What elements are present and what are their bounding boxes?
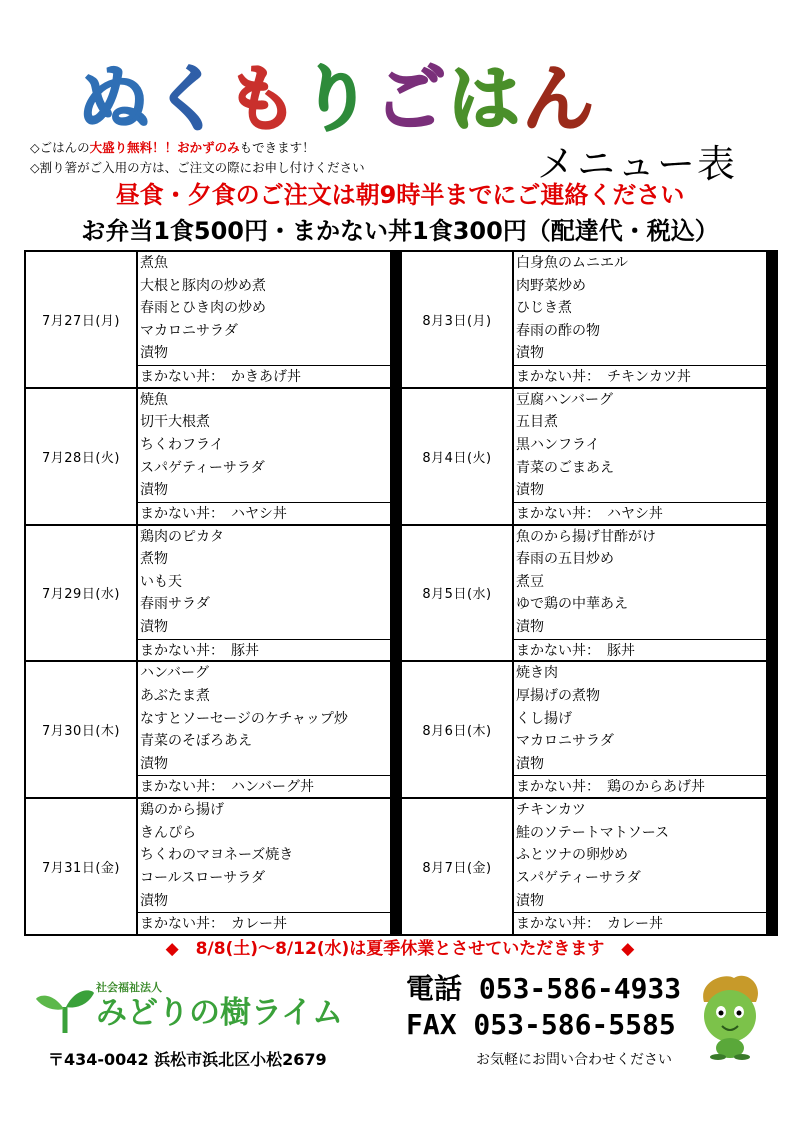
menu-item: 厚揚げの煮物 bbox=[516, 687, 600, 704]
menu-item: 漬物 bbox=[516, 755, 544, 772]
makanai-don: まかない丼： 豚丼 bbox=[138, 639, 390, 663]
menu-item: スパゲティーサラダ bbox=[516, 869, 641, 886]
menu-item: 切干大根煮 bbox=[140, 414, 210, 431]
page-subtitle: メニュー表 bbox=[537, 142, 738, 186]
menu-items bbox=[513, 798, 767, 935]
menu-date: 7月30日(木) bbox=[25, 661, 137, 798]
menu-item: なすとソーセージのケチャップ炒 bbox=[140, 710, 348, 727]
makanai-don: まかない丼： ハンバーグ丼 bbox=[138, 775, 390, 799]
note-text: ◇ごはんの bbox=[30, 140, 90, 155]
phone-number: 電話 053-586-4933 bbox=[406, 972, 682, 1005]
menu-item: スパゲティーサラダ bbox=[140, 459, 265, 476]
order-deadline: 昼食・夕食のご注文は朝9時半までにご連絡ください bbox=[115, 181, 685, 209]
title-char: ん bbox=[522, 57, 597, 141]
makanai-don: まかない丼： カレー丼 bbox=[138, 912, 390, 936]
makanai-don: まかない丼： カレー丼 bbox=[514, 912, 766, 936]
title-char: り bbox=[300, 57, 375, 141]
makanai-don: まかない丼： 鶏のからあげ丼 bbox=[514, 775, 766, 799]
menu-item: 青菜のごまあえ bbox=[516, 459, 614, 476]
menu-item: きんぴら bbox=[140, 824, 196, 841]
note-text: ◇割り箸がご入用の方は、ご注文の際にお申し付けください bbox=[30, 160, 365, 175]
closure-notice: ◆ 8/8(土)～8/12(水)は夏季休業とさせていただきます ◆ bbox=[165, 939, 635, 959]
menu-date: 8月4日(火) bbox=[401, 388, 513, 525]
menu-date: 7月29日(水) bbox=[25, 525, 137, 662]
page-title bbox=[78, 52, 596, 142]
menu-items bbox=[137, 388, 391, 525]
menu-item: ちくわフライ bbox=[140, 436, 224, 453]
menu-date: 7月31日(金) bbox=[25, 798, 137, 935]
menu-item: 黒ハンフライ bbox=[516, 436, 600, 453]
menu-item: いも天 bbox=[140, 573, 182, 590]
menu-item: ひじき煮 bbox=[516, 300, 572, 317]
title-char: も bbox=[226, 57, 301, 141]
menu-item: 白身魚のムニエル bbox=[516, 255, 628, 271]
contact-note: お気軽にお問い合わせください bbox=[476, 1052, 672, 1068]
menu-item: 煮魚 bbox=[140, 255, 168, 271]
menu-item: 鶏肉のピカタ bbox=[140, 528, 224, 545]
fax-number: FAX 053-586-5585 bbox=[406, 1008, 676, 1041]
menu-item: 漬物 bbox=[516, 482, 544, 499]
menu-item: 焼き肉 bbox=[516, 665, 558, 682]
leaf-mascot-icon bbox=[694, 972, 766, 1060]
makanai-don: まかない丼： 豚丼 bbox=[514, 639, 766, 663]
menu-item: コールスローサラダ bbox=[140, 869, 266, 886]
menu-items bbox=[513, 251, 767, 388]
makanai-don: まかない丼： ハヤシ丼 bbox=[514, 502, 766, 526]
menu-item: 焼魚 bbox=[140, 391, 168, 408]
title-char: く bbox=[152, 57, 227, 141]
org-type: 社会福祉法人 bbox=[96, 981, 162, 994]
menu-date: 7月27日(月) bbox=[25, 251, 137, 388]
org-name: みどりの樹ライム bbox=[96, 995, 344, 1031]
price-info: お弁当1食500円・まかない丼1食300円（配達代・税込） bbox=[81, 217, 719, 245]
menu-item: ゆで鶏の中華あえ bbox=[516, 596, 628, 613]
menu-item: 漬物 bbox=[516, 345, 544, 362]
menu-item: 肉野菜炒め bbox=[516, 277, 586, 294]
menu-item: 漬物 bbox=[140, 482, 168, 499]
menu-item: 漬物 bbox=[140, 892, 168, 909]
menu-items bbox=[137, 798, 391, 935]
menu-item: くし揚げ bbox=[516, 710, 572, 727]
note-emphasis: 大盛り無料！！おかずのみ bbox=[89, 140, 240, 155]
makanai-don: まかない丼： チキンカツ丼 bbox=[514, 365, 766, 389]
makanai-don: まかない丼： かきあげ丼 bbox=[138, 365, 390, 389]
menu-items bbox=[137, 661, 391, 798]
menu-items bbox=[513, 388, 767, 525]
menu-date: 7月28日(火) bbox=[25, 388, 137, 525]
menu-date: 8月3日(月) bbox=[401, 251, 513, 388]
menu-item: ハンバーグ bbox=[140, 665, 210, 682]
menu-item: ふとツナの卵炒め bbox=[516, 847, 628, 864]
menu-item: チキンカツ bbox=[516, 802, 586, 819]
menu-item: 漬物 bbox=[140, 345, 168, 362]
menu-items bbox=[513, 525, 767, 662]
title-char: ぬ bbox=[78, 57, 153, 141]
menu-item: 春雨とひき肉の炒め bbox=[140, 300, 266, 317]
menu-item: 鮭のソテートマトソース bbox=[516, 824, 670, 841]
menu-items bbox=[513, 661, 767, 798]
menu-item: 煮物 bbox=[140, 551, 168, 568]
title-char: は bbox=[448, 57, 523, 141]
menu-item: 鶏のから揚げ bbox=[140, 802, 224, 819]
menu-item: 煮豆 bbox=[516, 573, 544, 590]
address: 〒434-0042 浜松市浜北区小松2679 bbox=[48, 1050, 327, 1069]
makanai-don: まかない丼： ハヤシ丼 bbox=[138, 502, 390, 526]
menu-item: 漬物 bbox=[140, 618, 168, 635]
menu-item: 漬物 bbox=[516, 618, 544, 635]
menu-item: 漬物 bbox=[516, 892, 544, 909]
menu-items bbox=[137, 251, 391, 388]
menu-item: マカロニサラダ bbox=[140, 322, 238, 339]
menu-item: 青菜のそぼろあえ bbox=[140, 733, 252, 750]
menu-item: 豆腐ハンバーグ bbox=[516, 391, 614, 408]
menu-item: 五目煮 bbox=[516, 414, 558, 431]
note-text: もできます！ bbox=[239, 140, 315, 155]
menu-date: 8月7日(金) bbox=[401, 798, 513, 935]
title-char: ご bbox=[374, 57, 449, 141]
menu-item: ちくわのマヨネーズ焼き bbox=[140, 847, 294, 864]
menu-item: マカロニサラダ bbox=[516, 733, 614, 750]
menu-item: 春雨サラダ bbox=[140, 596, 210, 613]
sprout-icon bbox=[34, 985, 96, 1035]
menu-date: 8月6日(木) bbox=[401, 661, 513, 798]
menu-items bbox=[137, 525, 391, 662]
menu-table bbox=[24, 250, 778, 936]
note-large-serving bbox=[30, 140, 315, 156]
menu-item: 春雨の酢の物 bbox=[516, 322, 600, 339]
note-chopsticks bbox=[30, 160, 365, 176]
menu-item: 漬物 bbox=[140, 755, 168, 772]
menu-date: 8月5日(水) bbox=[401, 525, 513, 662]
menu-item: 大根と豚肉の炒め煮 bbox=[140, 277, 266, 294]
menu-item: 春雨の五目炒め bbox=[516, 551, 614, 568]
menu-item: 魚のから揚げ甘酢がけ bbox=[516, 528, 656, 545]
menu-item: あぶたま煮 bbox=[140, 687, 210, 704]
